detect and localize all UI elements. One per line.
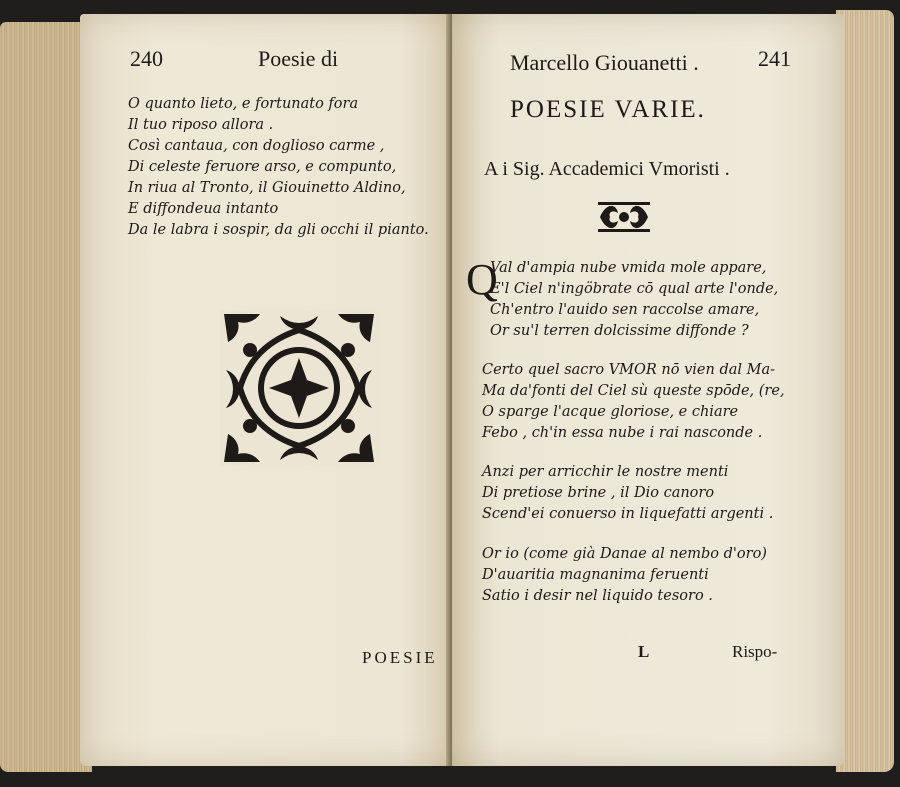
- verse-line: E diffondeua intanto: [128, 201, 279, 217]
- section-title: POESIE VARIE.: [510, 96, 706, 123]
- right-page: [452, 14, 844, 766]
- running-head-left: Poesie di: [258, 46, 339, 71]
- verse-line: Di pretiose brine , il Dio canoro: [482, 485, 715, 501]
- left-verse-block: [128, 94, 429, 241]
- left-page: [80, 14, 458, 766]
- verse-line: Or io (come già Danae al nembo d'oro): [482, 546, 767, 562]
- page-number-right: 241: [758, 46, 791, 71]
- verse-line: O sparge l'acque gloriose, e chiare: [482, 404, 739, 420]
- left-page-edges: [0, 22, 92, 772]
- square-woodcut-ornament-icon: [220, 310, 378, 466]
- signature-mark: L: [638, 642, 650, 661]
- verse-line: Ch'entro l'auido sen raccolse amare,: [490, 302, 760, 318]
- verse-line: Or su'l terren dolcissime diffonde ?: [490, 323, 749, 339]
- verse-line: Scend'ei conuerso in liquefatti argenti .: [482, 506, 774, 522]
- running-head-right: Marcello Giouanetti .: [510, 50, 699, 75]
- verse-line: Il tuo riposo allora .: [128, 117, 274, 133]
- stanza-1: [490, 258, 778, 342]
- verse-line: Anzi per arricchir le nostre menti: [482, 464, 729, 480]
- verse-line: In riua al Tronto, il Giouinetto Aldino,: [128, 180, 406, 196]
- dedication-line: A i Sig. Accademici Vmoristi .: [484, 158, 730, 180]
- verse-line: O quanto lieto, e fortunato fora: [128, 96, 359, 112]
- catchword-left: POESIE: [362, 648, 438, 667]
- verse-line: Satio i desir nel liquido tesoro .: [482, 588, 713, 604]
- verse-line: Ma da'fonti del Ciel sù queste spōde, (re,: [482, 383, 785, 399]
- verse-line: Da le labra i sospir, da gli occhi il pianto.: [128, 222, 429, 238]
- stanza-3: [482, 462, 773, 525]
- verse-line: E'l Ciel n'ingöbrate cō qual arte l'onde,: [490, 281, 779, 297]
- verse-line: Di celeste feruore arso, e compunto,: [128, 159, 397, 175]
- fleuron-icon: [596, 200, 652, 234]
- catchword-right: Rispo-: [732, 642, 778, 661]
- verse-line: Val d'ampia nube vmida mole appare,: [490, 260, 767, 276]
- verse-line: Certo quel sacro VMOR nō vien dal Ma-: [482, 362, 776, 378]
- right-page-edges: [836, 10, 894, 772]
- page-number-left: 240: [130, 46, 163, 71]
- verse-line: D'auaritia magnanima feruenti: [482, 567, 709, 583]
- drop-cap: Q: [466, 255, 498, 304]
- stanza-4: [482, 544, 767, 607]
- verse-line: Febo , ch'in essa nube i rai nasconde .: [482, 425, 763, 441]
- verse-line: Così cantaua, con doglioso carme ,: [128, 138, 385, 154]
- stanza-2: [482, 360, 785, 444]
